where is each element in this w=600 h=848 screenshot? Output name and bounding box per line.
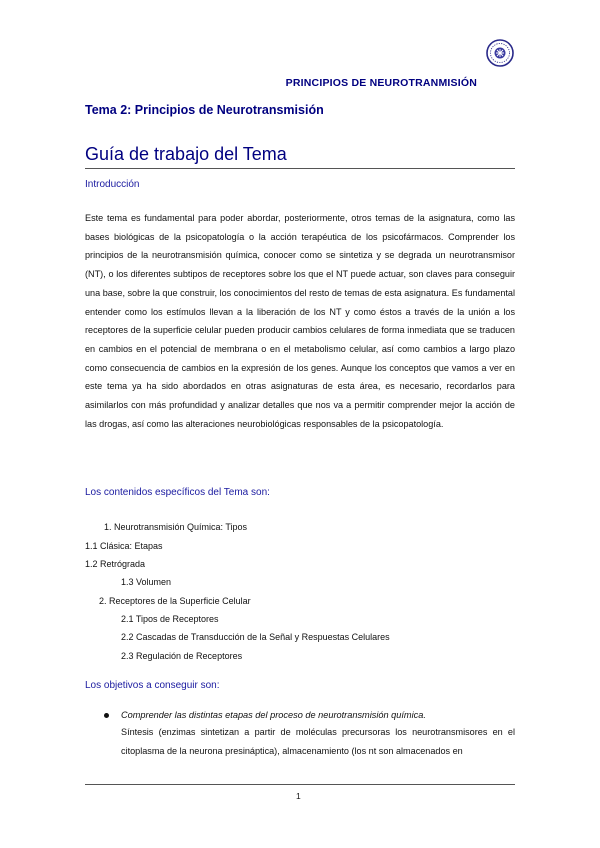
contents-item: 2.2 Cascadas de Transducción de la Señal y Respuestas Celulares bbox=[121, 632, 390, 642]
contents-item: 1. Neurotransmisión Química: Tipos bbox=[104, 522, 248, 532]
contents-item: 1.3 Volumen bbox=[121, 577, 172, 587]
page-number: 1 bbox=[296, 791, 301, 801]
footer-divider bbox=[85, 784, 515, 785]
contents-item: 1.2 Retrógrada bbox=[85, 559, 146, 569]
running-header: PRINCIPIOS DE NEUROTRANMISIÓN bbox=[285, 77, 477, 89]
heading-divider bbox=[85, 168, 515, 169]
introduction-paragraph: Este tema es fundamental para poder abordar, posteriormente, otros temas de la asignatura, como las bases biológicas de la psicopatología o la acción terapéutica de los psicofármacos. Comprender los principios de la neurotransmisión química, conocer como se sintetiza y se degrada un neurotransmisor (NT), o los diferentes subtipos de receptores sobre los que el NT puede actuar, son claves para conseguir una base, sobre la que construir, los conocimientos del resto de temas de esta asignatura. Es fundamental entender como los estímulos llevan a la liberación de los NT y como éstos a través de la unión a los receptores de la superficie celular pueden producir cambios celulares de forma inmediata que se traducen en cambios en el potencial de membrana o en el metabolismo celular, así como cambios a largo plazo como consecuencia de cambios en la expresión de los genes. Aunque los conceptos que vamos a ver en este tema ya ha sido abordados en otras asignaturas de esta área, es necesario, recordarlos para asimilarlos con más profundidad y analizar detalles que nos va a permitir comprender mejor la acción de las drogas, así como las alteraciones neurobiológicas responsables de la psicopatología. bbox=[85, 213, 515, 429]
objective-text: Síntesis (enzimas sintetizan a partir de moléculas precursoras los neurotransmisores en el citoplasma de la neurona presináptica), almacenamiento (los nt son almacenados en bbox=[121, 727, 515, 756]
bullet-icon bbox=[104, 713, 109, 718]
introduction-heading: Introducción bbox=[85, 179, 140, 190]
topic-title: Tema 2: Principios de Neurotransmisión bbox=[85, 103, 324, 117]
objective-title: Comprender las distintas etapas del proceso de neurotransmisión química. bbox=[121, 710, 426, 720]
contents-heading: Los contenidos específicos del Tema son: bbox=[85, 487, 270, 498]
objectives-heading: Los objetivos a conseguir son: bbox=[85, 680, 220, 691]
contents-item: 2.3 Regulación de Receptores bbox=[121, 651, 243, 661]
university-seal-icon bbox=[483, 38, 517, 68]
guide-heading: Guía de trabajo del Tema bbox=[85, 144, 287, 164]
contents-item: 2. Receptores de la Superficie Celular bbox=[99, 596, 251, 606]
contents-item: 2.1 Tipos de Receptores bbox=[121, 614, 219, 624]
contents-item: 1.1 Clásica: Etapas bbox=[85, 541, 163, 551]
